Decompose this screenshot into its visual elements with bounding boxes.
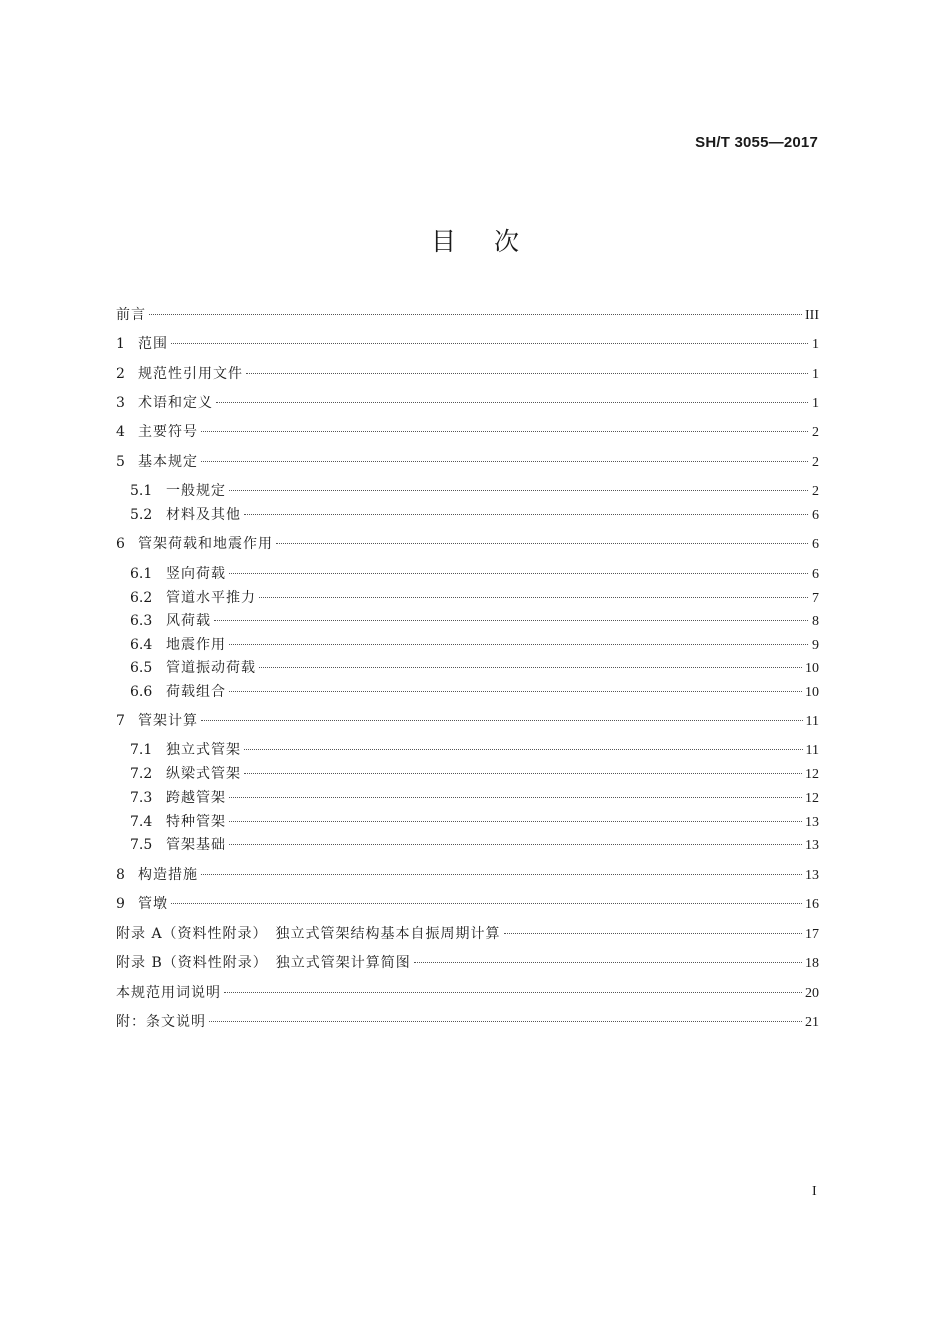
toc-entry[interactable] <box>116 893 819 915</box>
toc-entry-label: 材料及其他 <box>166 507 241 523</box>
toc-entry-label: 地震作用 <box>166 637 226 653</box>
toc-dot-leader <box>259 597 808 598</box>
toc-entry-page: 11 <box>805 743 819 758</box>
toc-dot-leader <box>201 431 808 432</box>
toc-entry-page: 8 <box>812 614 819 629</box>
toc-entry[interactable] <box>116 363 819 385</box>
toc-dot-leader <box>229 844 802 845</box>
toc-entry[interactable] <box>130 811 819 833</box>
toc-dot-leader <box>224 992 802 993</box>
toc-entry-label: 跨越管架 <box>166 790 226 806</box>
toc-entry-number: 5 <box>116 454 125 470</box>
toc-entry-number: 6.4 <box>130 637 153 653</box>
toc-entry-number: 9 <box>116 896 125 912</box>
toc-entry[interactable] <box>130 681 819 703</box>
toc-entry[interactable] <box>116 952 819 974</box>
toc-entry-number: 3 <box>116 395 125 411</box>
toc-entry[interactable] <box>116 392 819 414</box>
toc-entry-label: 前言 <box>116 307 146 323</box>
toc-entry-page: 1 <box>812 396 819 411</box>
toc-entry[interactable] <box>130 739 819 761</box>
toc-entry-label: 管架计算 <box>138 713 198 729</box>
toc-entry-number: 1 <box>116 336 125 352</box>
toc-entry-page: 12 <box>805 767 819 782</box>
toc-entry-number: 7.4 <box>130 814 153 830</box>
toc-entry-label: 范围 <box>138 336 168 352</box>
toc-entry-label: 特种管架 <box>166 814 226 830</box>
toc-dot-leader <box>414 962 802 963</box>
toc-entry-page: 1 <box>812 337 819 352</box>
toc-entry-label: 管墩 <box>138 896 168 912</box>
toc-dot-leader <box>229 644 808 645</box>
toc-dot-leader <box>229 573 808 574</box>
toc-entry[interactable] <box>130 834 819 856</box>
toc-entry-label: 管架荷载和地震作用 <box>138 536 273 552</box>
toc-dot-leader <box>229 691 802 692</box>
toc-entry-number: 7.1 <box>130 742 153 758</box>
toc-entry-label: 术语和定义 <box>138 395 213 411</box>
toc-entry[interactable] <box>116 304 819 326</box>
toc-dot-leader <box>229 490 808 491</box>
toc-entry[interactable] <box>130 657 819 679</box>
toc-dot-leader <box>246 373 808 374</box>
toc-entry[interactable] <box>130 787 819 809</box>
toc-entry-page: III <box>805 308 819 323</box>
toc-dot-leader <box>244 514 808 515</box>
toc-entry-page: 1 <box>812 367 819 382</box>
toc-dot-leader <box>276 543 808 544</box>
toc-entry-number: 6.3 <box>130 613 153 629</box>
toc-dot-leader <box>216 402 808 403</box>
toc-entry[interactable] <box>130 480 819 502</box>
toc-entry-page: 6 <box>812 508 819 523</box>
toc-entry-page: 9 <box>812 638 819 653</box>
toc-entry-page: 18 <box>805 956 819 971</box>
toc-entry[interactable] <box>130 634 819 656</box>
toc-entry[interactable] <box>130 504 819 526</box>
toc-entry-label: 基本规定 <box>138 454 198 470</box>
toc-entry-label: 管道振动荷载 <box>166 660 256 676</box>
toc-entry-page: 2 <box>812 484 819 499</box>
toc-entry[interactable] <box>116 451 819 473</box>
toc-entry-label: 附录 A（资料性附录） 独立式管架结构基本自振周期计算 <box>116 926 501 942</box>
toc-entry-page: 21 <box>805 1015 819 1030</box>
toc-entry[interactable] <box>116 710 819 732</box>
toc-entry-label: 附录 B（资料性附录） 独立式管架计算简图 <box>116 955 411 971</box>
toc-entry-page: 11 <box>805 714 819 729</box>
toc-entry-number: 6.6 <box>130 684 153 700</box>
toc-dot-leader <box>214 620 808 621</box>
toc-entry-label: 管架基础 <box>166 837 226 853</box>
toc-entry-number: 7 <box>116 713 125 729</box>
toc-entry-label: 竖向荷载 <box>166 566 226 582</box>
page-number: I <box>812 1184 817 1199</box>
toc-entry-page: 6 <box>812 567 819 582</box>
toc-entry-number: 6.2 <box>130 590 153 606</box>
toc-entry-page: 17 <box>805 927 819 942</box>
toc-entry[interactable] <box>116 923 819 945</box>
toc-dot-leader <box>171 343 808 344</box>
toc-entry-page: 2 <box>812 455 819 470</box>
toc-entry[interactable] <box>116 421 819 443</box>
toc-entry-label: 附：条文说明 <box>116 1014 206 1030</box>
toc-entry[interactable] <box>130 563 819 585</box>
toc-entry-number: 6.5 <box>130 660 153 676</box>
toc-dot-leader <box>244 749 803 750</box>
toc-entry-number: 4 <box>116 424 125 440</box>
toc-entry-label: 规范性引用文件 <box>138 366 243 382</box>
toc-dot-leader <box>201 720 803 721</box>
toc-dot-leader <box>209 1021 802 1022</box>
toc-entry-page: 10 <box>805 661 819 676</box>
toc-dot-leader <box>504 933 802 934</box>
toc-entry-label: 荷载组合 <box>166 684 226 700</box>
toc-entry-number: 5.1 <box>130 483 153 499</box>
toc-entry-label: 一般规定 <box>166 483 226 499</box>
toc-entry-page: 13 <box>805 838 819 853</box>
toc-entry-page: 12 <box>805 791 819 806</box>
toc-entry[interactable] <box>116 1011 819 1033</box>
toc-dot-leader <box>259 667 802 668</box>
standard-code: SH/T 3055—2017 <box>695 134 818 151</box>
toc-entry-number: 8 <box>116 867 125 883</box>
page-title: 目次 <box>430 227 557 256</box>
toc-entry-number: 6 <box>116 536 125 552</box>
toc-entry[interactable] <box>130 610 819 632</box>
toc-entry-number: 6.1 <box>130 566 153 582</box>
toc-entry-label: 风荷载 <box>166 613 211 629</box>
toc-entry[interactable] <box>116 533 819 555</box>
toc-entry[interactable] <box>116 864 819 886</box>
toc-dot-leader <box>229 821 802 822</box>
toc-entry-number: 7.3 <box>130 790 153 806</box>
toc-entry-page: 6 <box>812 537 819 552</box>
toc-entry[interactable] <box>130 763 819 785</box>
toc-entry-label: 独立式管架 <box>166 742 241 758</box>
toc-entry-number: 7.5 <box>130 837 153 853</box>
toc-entry-label: 纵梁式管架 <box>166 766 241 782</box>
toc-dot-leader <box>201 461 808 462</box>
toc-dot-leader <box>229 797 802 798</box>
toc-entry[interactable] <box>116 333 819 355</box>
toc-dot-leader <box>244 773 802 774</box>
toc-entry-page: 10 <box>805 685 819 700</box>
toc-entry-label: 构造措施 <box>138 867 198 883</box>
toc-dot-leader <box>201 874 802 875</box>
toc-dot-leader <box>171 903 802 904</box>
toc-entry-page: 13 <box>805 815 819 830</box>
toc-entry-page: 20 <box>805 986 819 1001</box>
toc-entry[interactable] <box>116 982 819 1004</box>
toc-entry-number: 2 <box>116 366 125 382</box>
toc-entry-page: 7 <box>812 591 819 606</box>
toc-dot-leader <box>149 314 802 315</box>
toc-entry-label: 管道水平推力 <box>166 590 256 606</box>
toc-entry-page: 13 <box>805 868 819 883</box>
toc-entry-page: 2 <box>812 425 819 440</box>
toc-entry-number: 7.2 <box>130 766 153 782</box>
toc-entry-label: 本规范用词说明 <box>116 985 221 1001</box>
toc-entry[interactable] <box>130 587 819 609</box>
toc-entry-label: 主要符号 <box>138 424 198 440</box>
toc-entry-number: 5.2 <box>130 507 153 523</box>
toc-entry-page: 16 <box>805 897 819 912</box>
